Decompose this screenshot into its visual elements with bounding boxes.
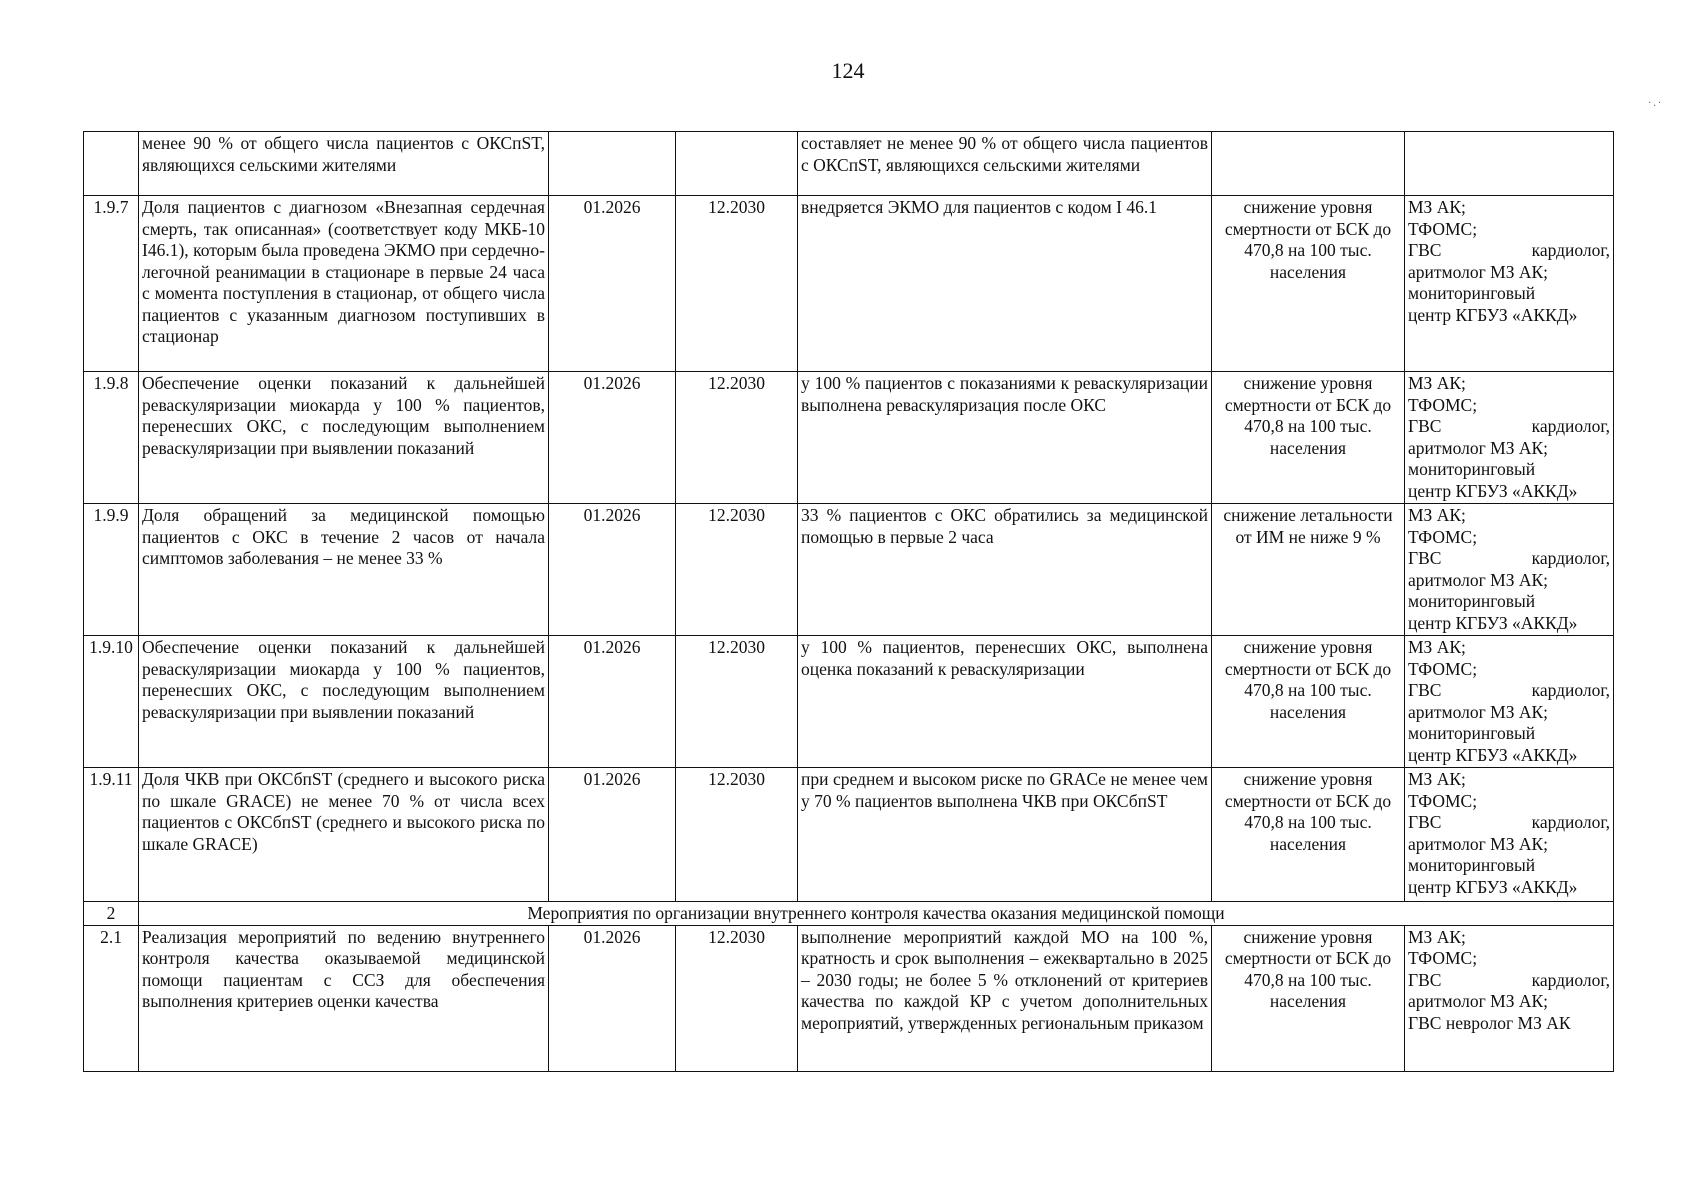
- expected-result: снижение летальности от ИМ не ниже 9 %: [1212, 504, 1405, 636]
- end-date: 12.2030: [676, 372, 798, 504]
- expected-result: снижение уровня смертности от БСК до 470,8 на 100 тыс. населения: [1212, 925, 1405, 1071]
- table-row: [84, 196, 1614, 372]
- responsible-line: ТФОМС;: [1408, 218, 1478, 239]
- measure-description: Реализация мероприятий по ведению внутреннего контроля качества оказываемой медицинской помощи пациентам с ССЗ для обеспечения выполнения критериев оценки качества: [139, 925, 549, 1071]
- start-date: 01.2026: [549, 196, 676, 372]
- responsible-line: центр КГБУЗ «АККД»: [1408, 744, 1578, 765]
- responsible-line: МЗ АК;: [1408, 505, 1466, 525]
- responsible-line: ГВС кардиолог,: [1408, 416, 1610, 436]
- end-date: 12.2030: [676, 196, 798, 372]
- responsible-line: мониторинговый: [1408, 283, 1536, 303]
- start-date: 01.2026: [549, 372, 676, 504]
- responsible-line: ГВС кардиолог,: [1408, 812, 1610, 832]
- responsible-line: аритмолог МЗ АК;: [1408, 569, 1549, 590]
- start-date: 01.2026: [549, 925, 676, 1071]
- measure-description: Доля пациентов с диагнозом «Внезапная сердечная смерть, так описанная» (соответствует коду МКБ-10 I46.1), которым была проведена ЭКМО при сердечно-легочной реанимации в стационаре в первые 24 часа с момента поступления в стационар, от общего числа пациентов с указанным диагнозом поступивших в стационар: [139, 196, 549, 372]
- expected-result: снижение уровня смертности от БСК до 470,8 на 100 тыс. населения: [1212, 196, 1405, 372]
- responsible-line: мониторинговый: [1408, 855, 1536, 875]
- item-number: [84, 132, 139, 196]
- item-number: 1.9.8: [84, 372, 139, 504]
- responsible-line: МЗ АК;: [1408, 926, 1466, 947]
- table-row: [84, 132, 1614, 196]
- table-row: [84, 504, 1614, 636]
- expected-result: снижение уровня смертности от БСК до 470,8 на 100 тыс. населения: [1212, 372, 1405, 504]
- start-date: 01.2026: [549, 636, 676, 768]
- end-date: 12.2030: [676, 768, 798, 902]
- responsible-line: центр КГБУЗ «АККД»: [1408, 480, 1578, 501]
- responsible-line: ТФОМС;: [1408, 658, 1478, 679]
- responsible-line: ТФОМС;: [1408, 790, 1478, 811]
- item-number: 1.9.11: [84, 768, 139, 902]
- responsible-cell: [1405, 768, 1614, 902]
- responsible-line: аритмолог МЗ АК;: [1408, 437, 1549, 458]
- indicator-description: выполнение мероприятий каждой МО на 100 %, кратность и срок выполнения – ежеквартально в 2025 – 2030 годы; не более 5 % отклонений от критериев качества по каждой КР с учетом дополнительных мероприятий, утвержденных региональным приказом: [798, 925, 1212, 1071]
- page-number: 124: [831, 58, 865, 83]
- end-date: 12.2030: [676, 504, 798, 636]
- responsible-line: ТФОМС;: [1408, 526, 1478, 547]
- item-number: 1.9.9: [84, 504, 139, 636]
- table-row: [84, 372, 1614, 504]
- responsible-line: ТФОМС;: [1408, 394, 1478, 415]
- indicator-description: внедряется ЭКМО для пациентов с кодом I 46.1: [798, 196, 1212, 372]
- item-number: 1.9.7: [84, 196, 139, 372]
- responsible-line: мониторинговый: [1408, 459, 1536, 479]
- responsible-cell: [1405, 132, 1614, 196]
- scan-speck: ·.·: [1648, 98, 1664, 109]
- responsible-line: ТФОМС;: [1408, 948, 1478, 968]
- responsible-line: аритмолог МЗ АК;: [1408, 991, 1549, 1011]
- responsible-line: аритмолог МЗ АК;: [1408, 701, 1549, 722]
- responsible-line: ГВС невролог МЗ АК: [1408, 1012, 1571, 1033]
- responsible-line: ГВС кардиолог,: [1408, 548, 1610, 568]
- table-row: [84, 925, 1614, 1071]
- responsible-line: центр КГБУЗ «АККД»: [1408, 876, 1578, 897]
- section-title: Мероприятия по организации внутреннего контроля качества оказания медицинской помощи: [139, 902, 1614, 926]
- indicator-description: у 100 % пациентов, перенесших ОКС, выполнена оценка показаний к реваскуляризации: [798, 636, 1212, 768]
- indicator-description: у 100 % пациентов с показаниями к реваскуляризации выполнена реваскуляризация после ОКС: [798, 372, 1212, 504]
- indicator-description: при среднем и высоком риске по GRACe не менее чем у 70 % пациентов выполнена ЧКВ при ОКСбпST: [798, 768, 1212, 902]
- measure-description: Обеспечение оценки показаний к дальнейшей реваскуляризации миокарда у 100 % пациентов, перенесших ОКС, с последующим выполнением реваскуляризации при выявлении показаний: [139, 372, 549, 504]
- item-number: 1.9.10: [84, 636, 139, 768]
- start-date: 01.2026: [549, 504, 676, 636]
- responsible-line: ГВС кардиолог,: [1408, 240, 1610, 260]
- measure-description: Доля обращений за медицинской помощью пациентов с ОКС в течение 2 часов от начала симптомов заболевания – не менее 33 %: [139, 504, 549, 636]
- responsible-cell: [1405, 196, 1614, 372]
- measure-description: менее 90 % от общего числа пациентов с ОКСпST, являющихся сельскими жителями: [139, 132, 549, 196]
- indicator-description: 33 % пациентов с ОКС обратились за медицинской помощью в первые 2 часа: [798, 504, 1212, 636]
- end-date: [676, 132, 798, 196]
- indicator-description: составляет не менее 90 % от общего числа пациентов с ОКСпST, являющихся сельскими жителями: [798, 132, 1212, 196]
- measure-description: Доля ЧКВ при ОКСбпST (среднего и высокого риска по шкале GRACE) не менее 70 % от числа всех пациентов с ОКСбпST (среднего и высокого риска по шкале GRACE): [139, 768, 549, 902]
- responsible-line: мониторинговый: [1408, 591, 1536, 611]
- start-date: 01.2026: [549, 768, 676, 902]
- measure-description: Обеспечение оценки показаний к дальнейшей реваскуляризации миокарда у 100 % пациентов, перенесших ОКС, с последующим выполнением реваскуляризации при выявлении показаний: [139, 636, 549, 768]
- table-row: [84, 768, 1614, 902]
- responsible-line: аритмолог МЗ АК;: [1408, 261, 1549, 282]
- start-date: [549, 132, 676, 196]
- responsible-line: МЗ АК;: [1408, 197, 1466, 217]
- responsible-line: МЗ АК;: [1408, 637, 1466, 657]
- end-date: 12.2030: [676, 636, 798, 768]
- responsible-line: МЗ АК;: [1408, 769, 1466, 789]
- responsible-line: мониторинговый: [1408, 723, 1536, 743]
- item-number: 2.1: [84, 925, 139, 1071]
- measures-table: [83, 131, 1614, 1072]
- section-number: 2: [84, 902, 139, 926]
- table-row: [84, 636, 1614, 768]
- responsible-line: аритмолог МЗ АК;: [1408, 833, 1549, 854]
- responsible-line: центр КГБУЗ «АККД»: [1408, 612, 1578, 633]
- responsible-cell: [1405, 636, 1614, 768]
- responsible-cell: [1405, 504, 1614, 636]
- responsible-cell: [1405, 372, 1614, 504]
- expected-result: снижение уровня смертности от БСК до 470,8 на 100 тыс. населения: [1212, 636, 1405, 768]
- responsible-cell: [1405, 925, 1614, 1071]
- end-date: 12.2030: [676, 925, 798, 1071]
- responsible-line: ГВС кардиолог,: [1408, 969, 1610, 990]
- responsible-line: МЗ АК;: [1408, 373, 1466, 393]
- expected-result: снижение уровня смертности от БСК до 470,8 на 100 тыс. населения: [1212, 768, 1405, 902]
- responsible-line: центр КГБУЗ «АККД»: [1408, 304, 1578, 325]
- section-row: [84, 902, 1614, 926]
- responsible-line: ГВС кардиолог,: [1408, 680, 1610, 700]
- expected-result: [1212, 132, 1405, 196]
